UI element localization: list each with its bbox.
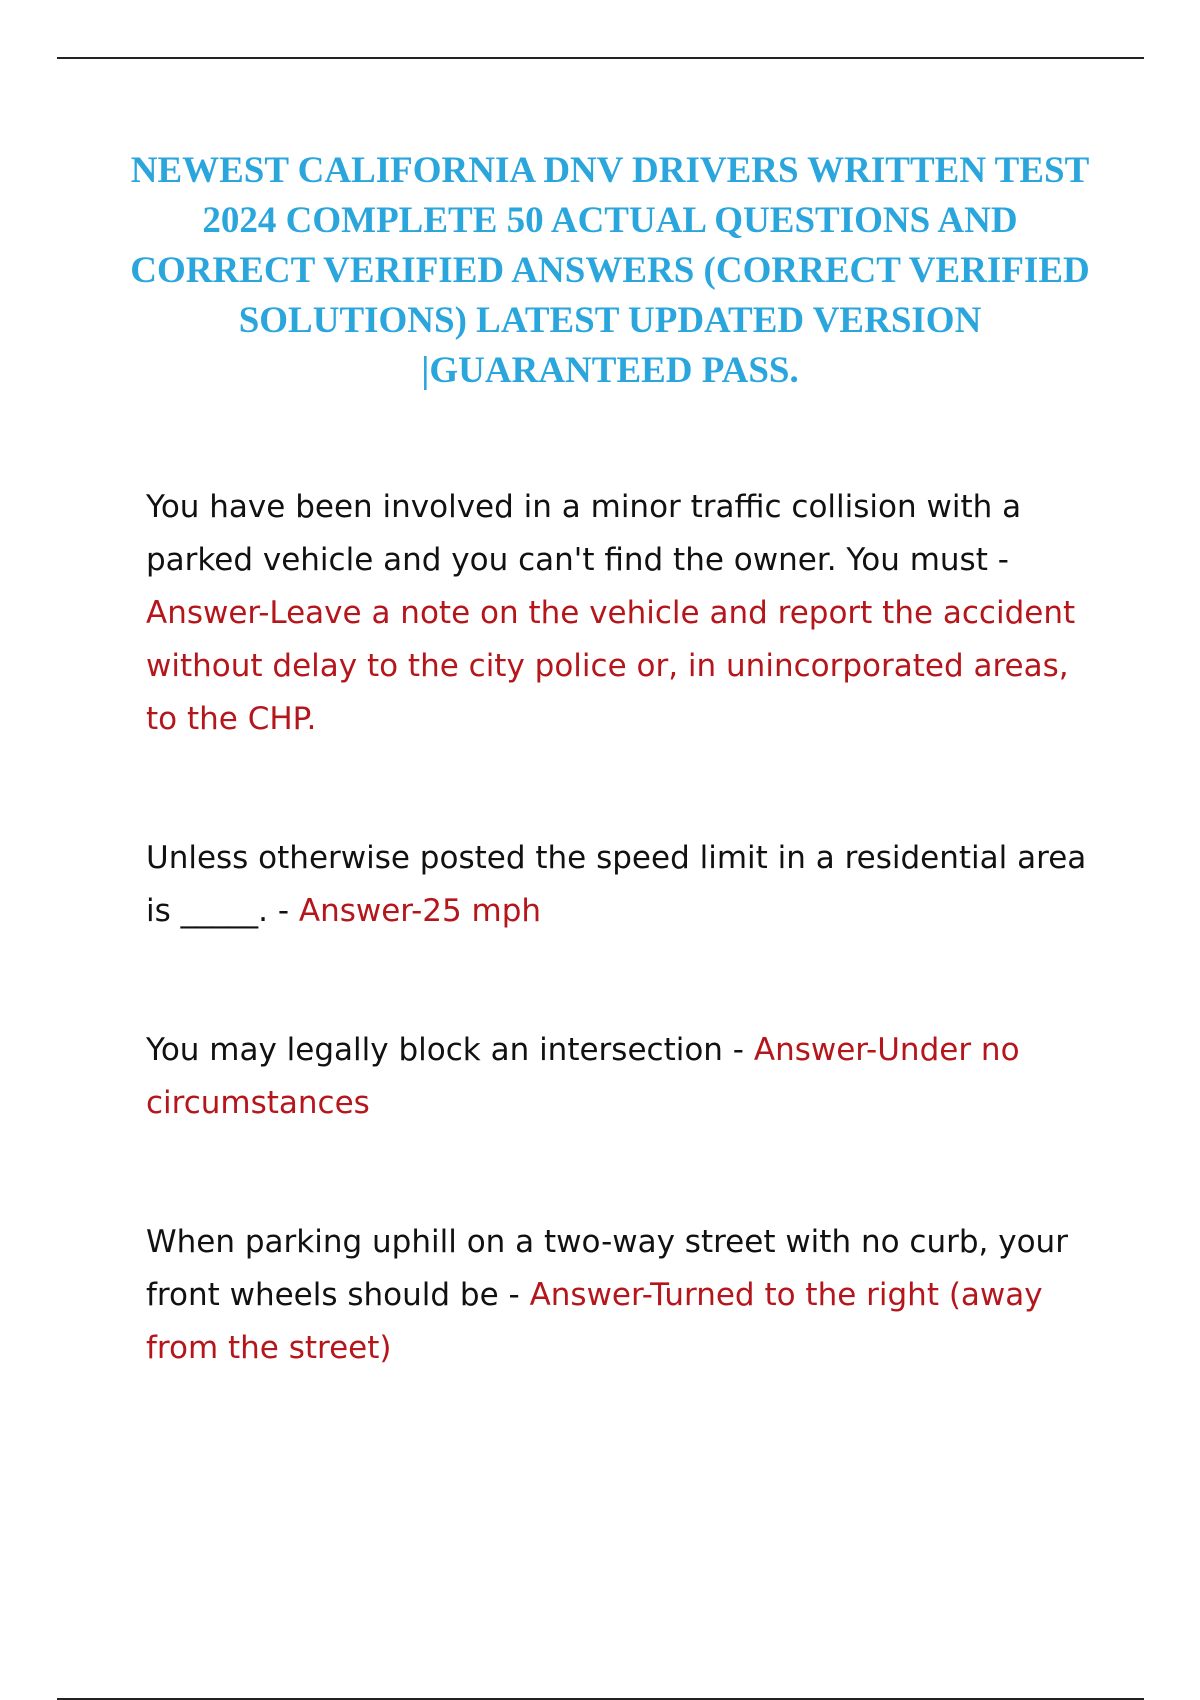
question-text: You have been involved in a minor traffic collision with a parked vehicle and you can't find the owner. You must - [146,489,1022,578]
answer-text: Answer-Leave a note on the vehicle and report the accident without delay to the city police or, in unincorporated areas, to the CHP. [146,595,1076,737]
question-text: When parking uphill on a two-way street with no curb, your front wheels should be - [146,1224,1068,1313]
question-text: You may legally block an intersection - [146,1032,754,1068]
document-title: NEWEST CALIFORNIA DNV DRIVERS WRITTEN TEST 2024 COMPLETE 50 ACTUAL QUESTIONS AND CORRECT VERIFIED ANSWERS (CORRECT VERIFIED SOLUTIONS) LATEST UPDATED VERSION |GUARANTEED PASS. [130,150,1090,391]
answer-text: Answer-Under no circumstances [146,1032,1020,1121]
qa-item [146,1216,1106,1375]
answer-text: Answer-25 mph [298,893,542,929]
top-divider [57,57,1144,59]
answer-text: Answer-Turned to the right (away from the street) [146,1277,1043,1366]
qa-item [146,481,1106,746]
question-text: Unless otherwise posted the speed limit in a residential area is _____. - [146,840,1087,929]
qa-item [146,832,1106,938]
qa-item [146,1024,1106,1130]
